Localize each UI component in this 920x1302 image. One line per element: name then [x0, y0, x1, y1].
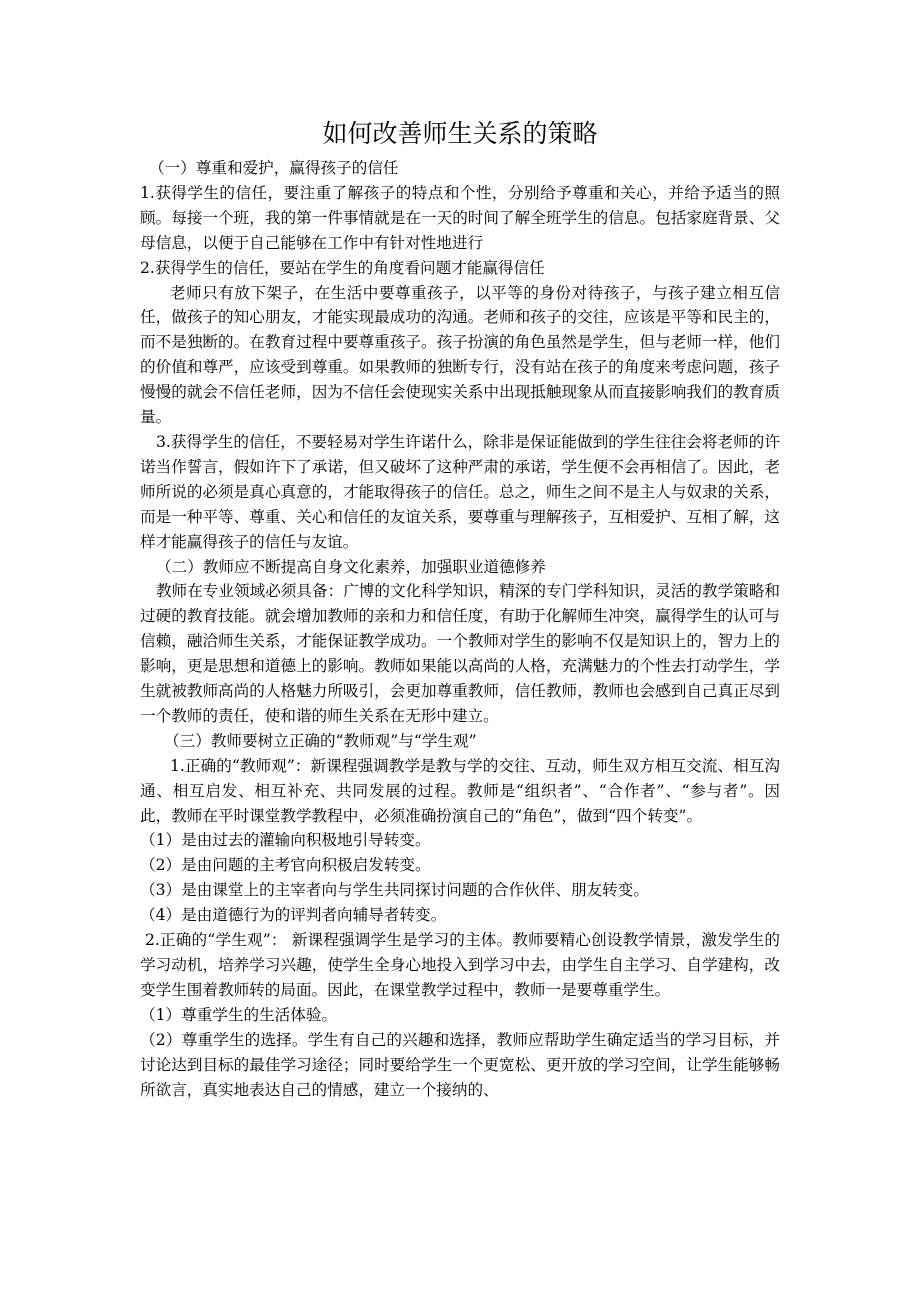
document-title: 如何改善师生关系的策略 [322, 119, 598, 148]
paragraph-11: （2）是由问题的主考官向积极启发转变。 [140, 856, 431, 875]
paragraph-9: 1.正确的“教师观”：新课程强调教学是教与学的交往、互动，师生双方相互交流、相互沟通、相互启发、相互补充、共同发展的过程。教师是“组织者”、“合作者”、“参与者”。因此，教师在平时课堂教学教程中，必须准确扮演自己的“角色”，做到“四个转变”。 [140, 756, 780, 825]
paragraph-4: 老师只有放下架子，在生活中要尊重孩子，以平等的身份对待孩子，与孩子建立相互信任，做孩子的知心朋友，才能实现最成功的沟通。老师和孩子的交往，应该是平等和民主的，而不是独断的。在教育过程中要尊重孩子。孩子扮演的角色虽然是学生，但与老师一样，他们的价值和尊严，应该受到尊重。如果教师的独断专行，没有站在孩子的角度来考虑问题，孩子慢慢的就会不信任老师，因为不信任会使现实关系中出现抵触现象从而直接影响我们的教育质量。 [140, 283, 780, 427]
paragraph-8: （三）教师要树立正确的“教师观”与“学生观” [164, 731, 477, 750]
paragraph-7: 教师在专业领域必须具备：广博的文化科学知识，精深的专门学科知识，灵活的教学策略和过硬的教育技能。就会增加教师的亲和力和信任度，有助于化解师生冲突，赢得学生的认可与信赖，融洽师生关系，才能保证教学成功。一个教师对学生的影响不仅是知识上的，智力上的影响，更是思想和道德上的影响。教师如果能以高尚的人格，充满魅力的个性去打动学生，学生就被教师高尚的人格魅力所吸引，会更加尊重教师，信任教师，教师也会感到自己真正尽到一个教师的责任，使和谐的师生关系在无形中建立。 [140, 582, 780, 725]
paragraph-2: 1.获得学生的信任，要注重了解孩子的特点和个性，分别给予尊重和关心，并给予适当的照顾。每接一个班，我的第一件事情就是在一天的时间了解全班学生的信息。包括家庭背景、父母信息，以便于自己能够在工作中有针对性地进行 [140, 183, 780, 252]
paragraph-10: （1）是由过去的灌输向积极地引导转变。 [140, 831, 431, 850]
paragraph-6: （二）教师应不断提高自身文化素养，加强职业道德修养 [156, 557, 546, 576]
paragraph-1: （一）尊重和爱护，赢得孩子的信任 [149, 159, 399, 177]
document-body [140, 156, 780, 1102]
paragraph-12: （3）是由课堂上的主宰者向与学生共同探讨问题的合作伙伴、朋友转变。 [140, 881, 649, 900]
paragraph-5: 3.获得学生的信任，不要轻易对学生许诺什么，除非是保证能做到的学生往往会将老师的许诺当作誓言，假如许下了承诺，但又破坏了这种严肃的承诺，学生便不会再相信了。因此，老师所说的必须是真心真意的，才能取得孩子的信任。总之，师生之间不是主人与奴隶的关系，而是一种平等、尊重、关心和信任的友谊关系，要尊重与理解孩子，互相爱护、互相了解，这样才能赢得孩子的信任与友谊。 [140, 432, 780, 551]
paragraph-16: （2）尊重学生的选择。学生有自己的兴趣和选择，教师应帮助学生确定适当的学习目标，并讨论达到目标的最佳学习途径；同时要给学生一个更宽松、更开放的学习空间，让学生能够畅所欲言，真实地表达自己的情感，建立一个接纳的、 [140, 1030, 780, 1099]
paragraph-3: 2.获得学生的信任，要站在学生的角度看问题才能赢得信任 [140, 258, 545, 277]
paragraph-13: （4）是由道德行为的评判者向辅导者转变。 [140, 906, 447, 925]
paragraph-15: （1）尊重学生的生活体验。 [140, 1005, 338, 1024]
paragraph-14: 2.正确的“学生观”： 新课程强调学生是学习的主体。教师要精心创设教学情景，激发学生的学习动机，培养学习兴趣，使学生全身心地投入到学习中去，由学生自主学习、自学建构，改变学生围着教师转的局面。因此，在课堂教学过程中，教师一是要尊重学生。 [140, 931, 780, 999]
